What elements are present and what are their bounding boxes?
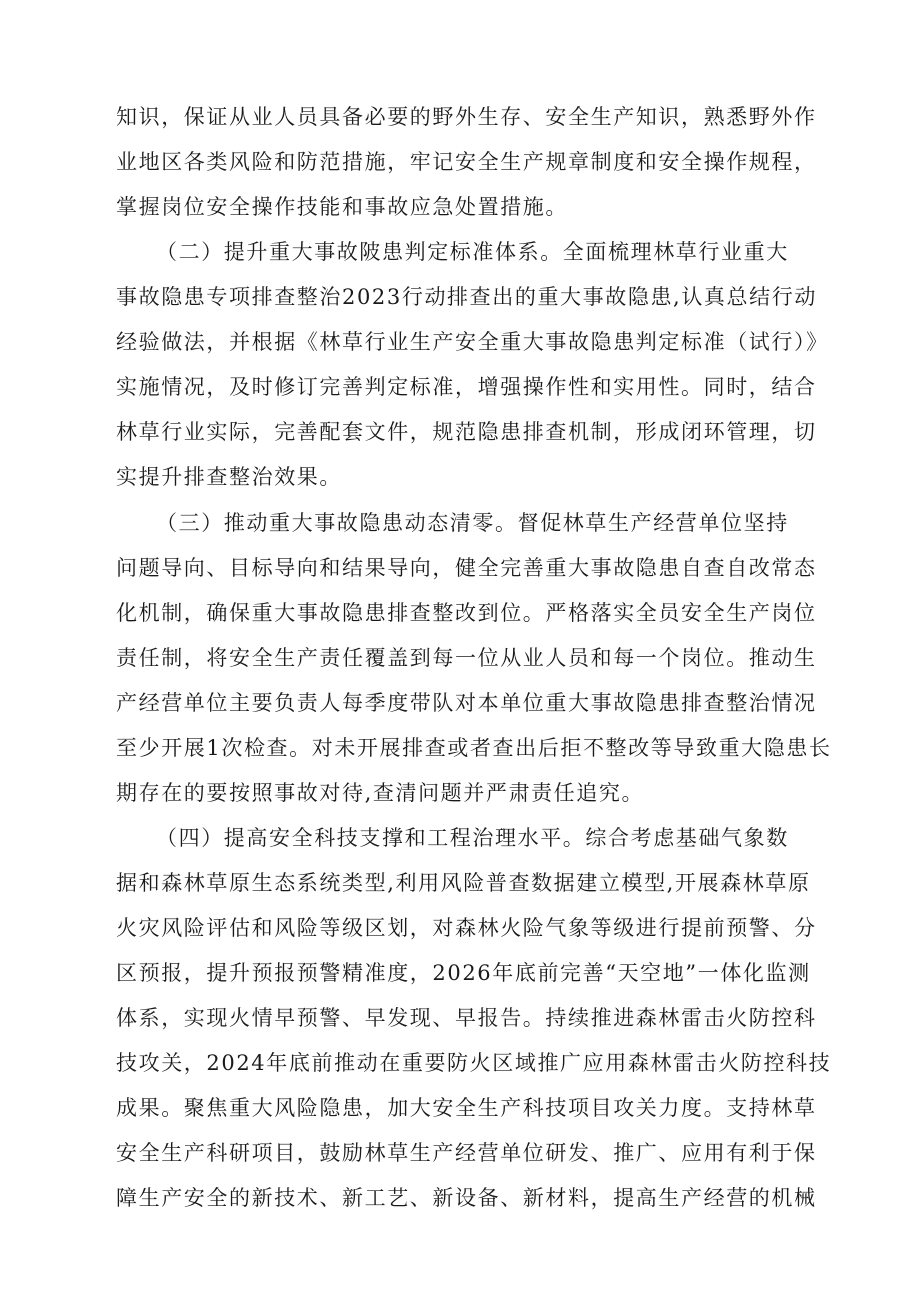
text-line: 化机制，确保重大事故隐患排查整改到位。严格落实全员安全生产岗位 — [116, 601, 817, 625]
text-line: 区预报，提升预报预警精准度，2026年底前完善“天空地”一体化监测 — [116, 961, 811, 985]
text-line: 障生产安全的新技术、新工艺、新设备、新材料，提高生产经营的机械 — [116, 1186, 817, 1210]
text-line: 经验做法，并根据《林草行业生产安全重大事故隐患判定标准（试行）》 — [116, 330, 829, 354]
text-line: 据和森林草原生态系统类型,利用风险普查数据建立模型,开展森林草原 — [116, 871, 811, 895]
text-line: 产经营单位主要负责人每季度带队对本单位重大事故隐患排查整治情况 — [116, 691, 817, 715]
text-line: 成果。聚焦重大风险隐患，加大安全生产科技项目攻关力度。支持林草 — [116, 1096, 817, 1120]
text-line: 知识，保证从业人员具备必要的野外生存、安全生产知识，熟悉野外作 — [116, 105, 817, 129]
section-heading-line: （四）提高安全科技支撑和工程治理水平。综合考虑基础气象数 — [156, 826, 789, 850]
text-line: 林草行业实际，完善配套文件，规范隐患排查机制，形成闭环管理，切 — [116, 420, 817, 444]
text-line: 火灾风险评估和风险等级区划，对森林火险气象等级进行提前预警、分 — [116, 916, 817, 940]
text-line: 实施情况，及时修订完善判定标准，增强操作性和实用性。同时，结合 — [116, 375, 817, 399]
text-line: 掌握岗位安全操作技能和事故应急处置措施。 — [116, 195, 568, 219]
section-heading-line: （二）提升重大事故陂患判定标准体系。全面梳理林草行业重大 — [156, 240, 789, 264]
section-heading-line: （三）推动重大事故隐患动态清零。督促林草生产经营单位坚持 — [156, 511, 789, 535]
text-line: 体系，实现火情早预警、早发现、早报告。持续推进森林雷击火防控科 — [116, 1006, 817, 1030]
text-line: 问题导向、目标导向和结果导向，健全完善重大事故隐患自查自改常态 — [116, 556, 817, 580]
text-line: 技攻关，2024年底前推动在重要防火区域推广应用森林雷击火防控科技 — [116, 1051, 832, 1075]
text-line: 业地区各类风险和防范措施，牢记安全生产规章制度和安全操作规程， — [116, 150, 817, 174]
text-line: 期存在的要按照事故对待,查清问题并严肃责任追究。 — [116, 781, 645, 805]
text-line: 至少开展1次检查。对未开展排查或者查出后拒不整改等导致重大隐患长 — [116, 736, 832, 760]
text-line: 事故隐患专项排查整治2023行动排查出的重大事故隐患,认真总结行动 — [116, 285, 817, 309]
text-line: 安全生产科研项目，鼓励林草生产经营单位研发、推广、应用有利于保 — [116, 1141, 817, 1165]
text-line: 责任制，将安全生产责任覆盖到每一位从业人员和每一个岗位。推动生 — [116, 646, 817, 670]
text-line: 实提升排查整治效果。 — [116, 465, 342, 489]
